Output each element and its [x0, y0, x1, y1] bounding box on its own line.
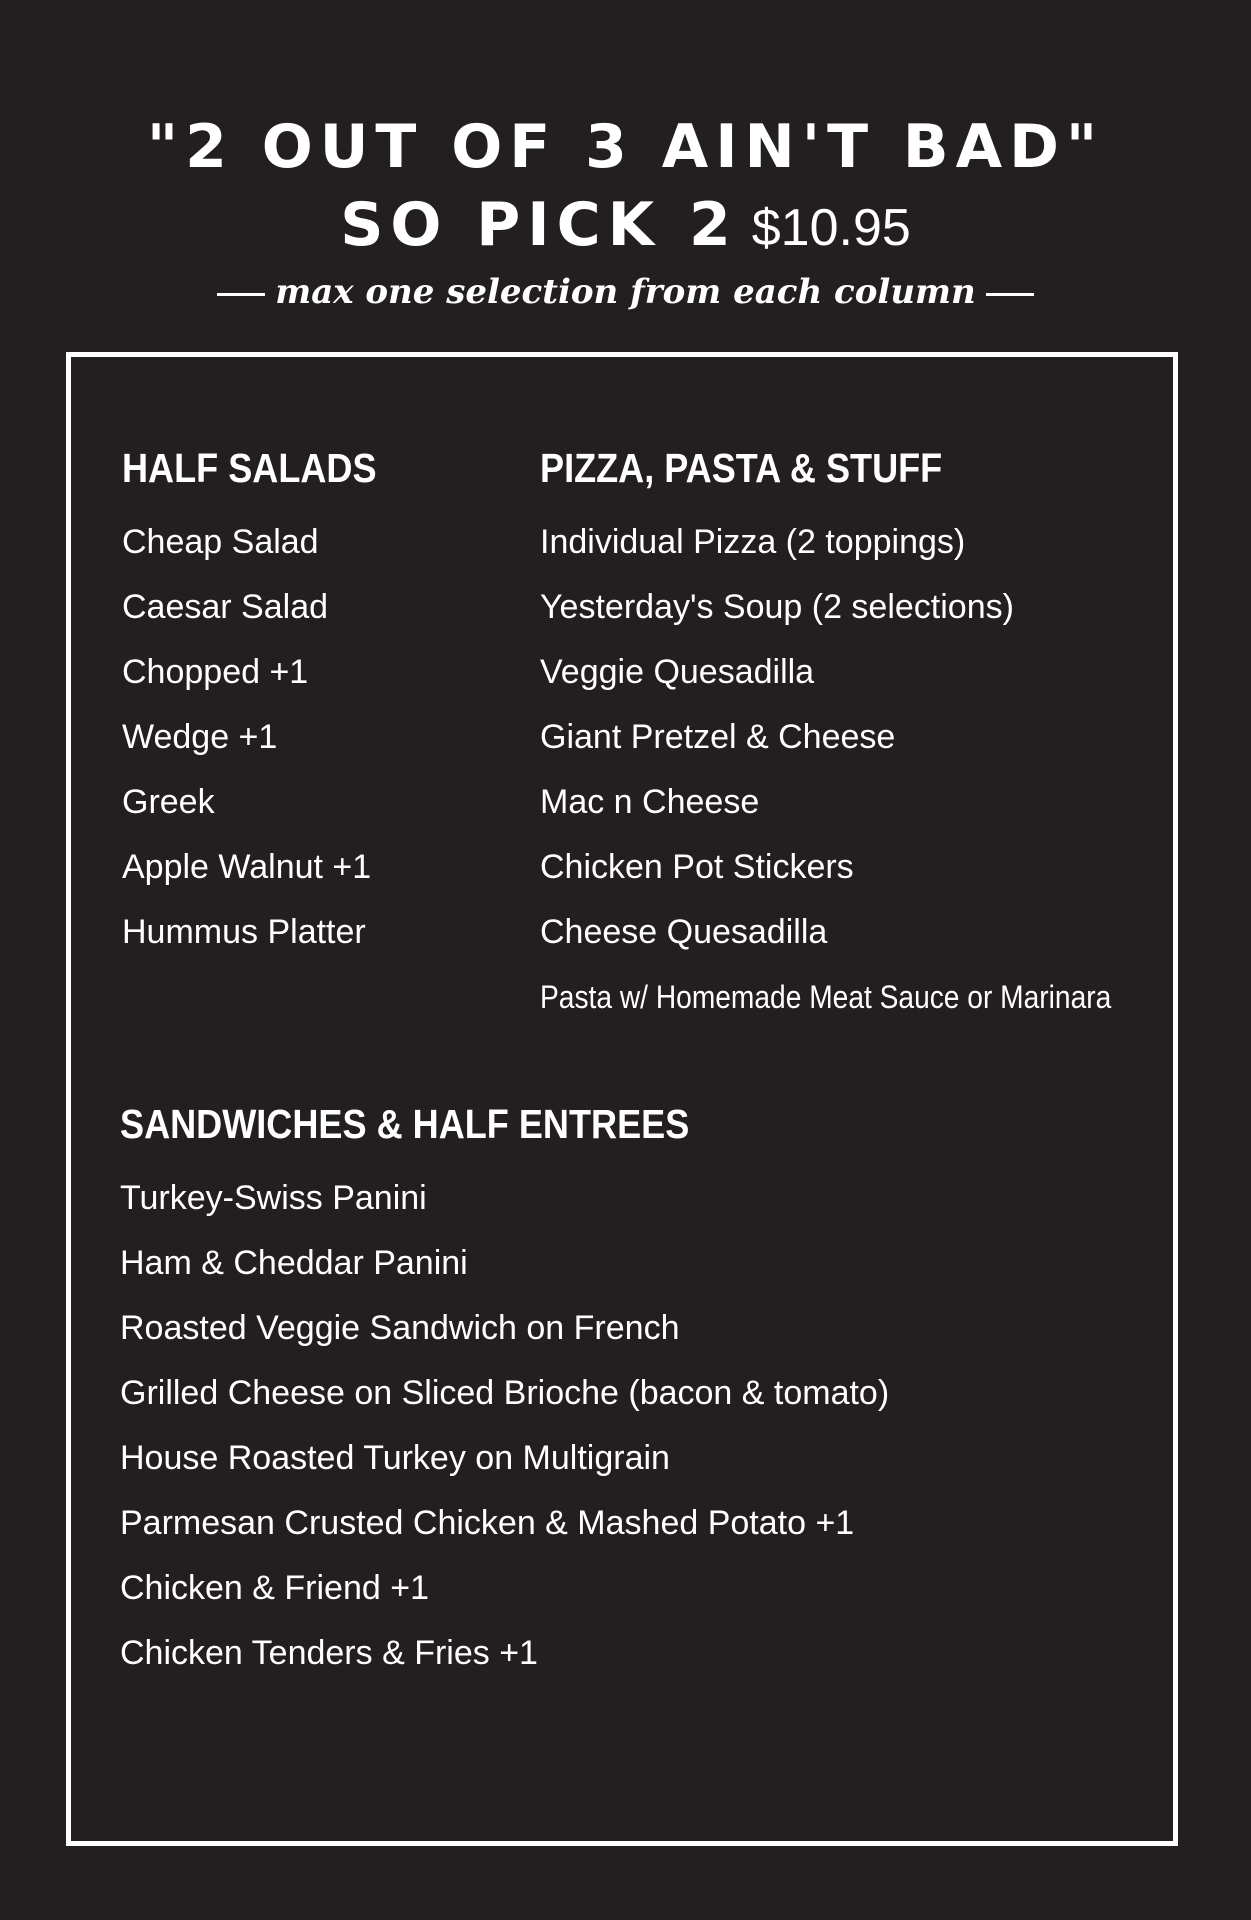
- menu-item: Roasted Veggie Sandwich on French: [120, 1309, 680, 1347]
- menu-item: Grilled Cheese on Sliced Brioche (bacon & tomato): [120, 1374, 890, 1412]
- menu-item: Giant Pretzel & Cheese: [540, 718, 896, 756]
- sandwiches-title: SANDWICHES & HALF ENTREES: [120, 1101, 690, 1147]
- menu-item: Chopped +1: [122, 653, 309, 691]
- menu-item: Cheese Quesadilla: [540, 913, 828, 951]
- menu-item: Parmesan Crusted Chicken & Mashed Potato +1: [120, 1504, 855, 1542]
- menu-item: Apple Walnut +1: [122, 848, 372, 886]
- half-salads-list: [122, 510, 371, 965]
- menu-item: Mac n Cheese: [540, 783, 760, 821]
- menu-item: Chicken & Friend +1: [120, 1569, 429, 1607]
- menu-header: [0, 108, 1251, 267]
- sandwiches-list: [120, 1166, 889, 1686]
- pick-text: SO PICK 2: [340, 190, 738, 260]
- menu-item: Cheap Salad: [122, 523, 319, 561]
- menu-headline: "2 OUT OF 3 AIN'T BAD": [146, 112, 1105, 182]
- menu-item: Wedge +1: [122, 718, 278, 756]
- pizza-pasta-title: PIZZA, PASTA & STUFF: [540, 445, 943, 491]
- pizza-pasta-list: [540, 510, 1189, 1030]
- half-salads-title: HALF SALADS: [122, 445, 377, 491]
- right-rule-line: [986, 293, 1034, 296]
- selection-rule: [0, 272, 1251, 312]
- menu-item: Caesar Salad: [122, 588, 329, 626]
- menu-item: House Roasted Turkey on Multigrain: [120, 1439, 670, 1477]
- menu-item: Hummus Platter: [122, 913, 366, 951]
- menu-item: Chicken Tenders & Fries +1: [120, 1634, 538, 1672]
- menu-item: Individual Pizza (2 toppings): [540, 523, 966, 561]
- menu-item: Yesterday's Soup (2 selections): [540, 588, 1014, 626]
- menu-item: Pasta w/ Homemade Meat Sauce or Marinara: [540, 979, 1112, 1015]
- pick-price-row: [0, 186, 1251, 267]
- menu-item: Chicken Pot Stickers: [540, 848, 854, 886]
- left-rule-line: [217, 293, 265, 296]
- menu-item: Greek: [122, 783, 215, 821]
- menu-item: Turkey-Swiss Panini: [120, 1179, 427, 1217]
- menu-item: Veggie Quesadilla: [540, 653, 815, 691]
- selection-rule-text: max one selection from each column: [275, 272, 976, 312]
- price: $10.95: [751, 199, 911, 257]
- menu-item: Ham & Cheddar Panini: [120, 1244, 468, 1282]
